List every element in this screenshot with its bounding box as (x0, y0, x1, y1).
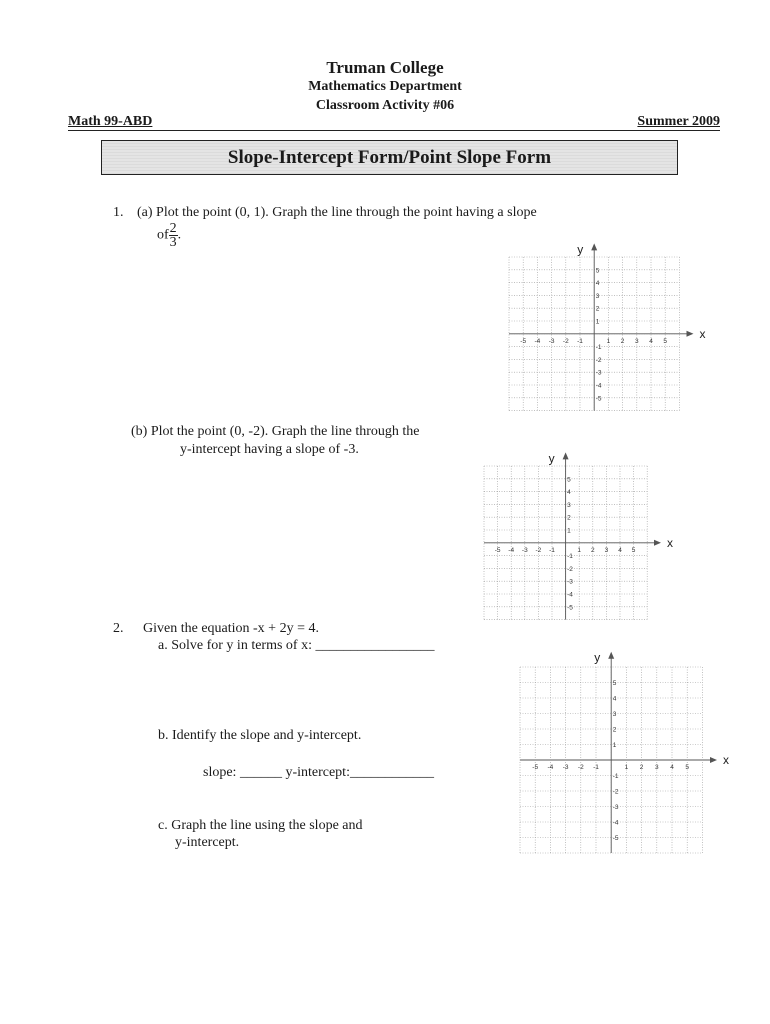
y-tick-label: -3 (595, 369, 602, 377)
y-tick-label: 3 (595, 293, 600, 301)
fraction-denominator: 3 (169, 235, 177, 250)
y-tick-label: -5 (567, 604, 574, 612)
coordinate-grid-1a[interactable] (505, 243, 721, 417)
x-axis-arrow-icon (710, 757, 717, 763)
x-tick-label: 1 (606, 337, 611, 345)
x-tick-label: -3 (522, 546, 529, 554)
header-rule (68, 130, 720, 131)
x-tick-label: 5 (685, 764, 689, 771)
problem-2c-text-line2: y-intercept. (175, 835, 240, 850)
problem-2c-text-line1: c. Graph the line using the slope and (158, 818, 363, 833)
coordinate-grid-2[interactable] (516, 650, 744, 859)
x-tick-label: 3 (634, 337, 639, 345)
problem-1a-text: (a) Plot the point (0, 1). Graph the line through the point having a slope (137, 205, 537, 220)
x-tick-label: 3 (604, 546, 609, 554)
x-axis-label: x (699, 326, 706, 341)
y-axis-arrow-icon (591, 244, 597, 251)
x-tick-label: -3 (548, 337, 555, 345)
x-axis-arrow-icon (654, 540, 661, 546)
x-axis-label: x (667, 535, 674, 550)
slope-fraction (169, 222, 178, 249)
title-box (101, 140, 678, 175)
x-tick-label: -5 (495, 546, 501, 554)
x-tick-label: -2 (577, 764, 584, 771)
page-title: Slope-Intercept Form/Point Slope Form (227, 146, 552, 168)
department-name: Mathematics Department (308, 79, 462, 94)
x-tick-label: -4 (534, 337, 541, 345)
problem-2b-slope-line: slope: ______ y-intercept:____________ (203, 765, 434, 780)
x-tick-label: 3 (654, 764, 659, 771)
y-tick-label: 5 (612, 680, 617, 687)
y-axis-label: y (548, 451, 555, 466)
x-tick-label: 2 (639, 764, 644, 771)
problem-2-given: Given the equation -x + 2y = 4. (143, 621, 319, 636)
y-tick-label: 3 (567, 502, 572, 510)
x-tick-label: 4 (648, 337, 653, 345)
y-tick-label: -5 (612, 835, 619, 842)
problem-1b-text-line2: y-intercept having a slope of -3. (180, 442, 359, 457)
x-tick-label: -4 (547, 764, 554, 771)
problem-1b-text-line1: (b) Plot the point (0, -2). Graph the line through the (131, 424, 420, 439)
problem-1a-slope (157, 222, 181, 249)
x-tick-label: 1 (624, 764, 629, 771)
fraction-numerator: 2 (169, 221, 177, 236)
y-tick-label: -2 (612, 788, 619, 796)
x-axis-arrow-icon (686, 331, 693, 337)
y-tick-label: -1 (567, 553, 574, 561)
y-tick-label: 3 (612, 711, 617, 718)
x-tick-label: -3 (562, 764, 569, 771)
y-tick-label: 1 (595, 318, 600, 326)
y-tick-label: 4 (595, 280, 600, 288)
x-axis-label: x (722, 753, 729, 767)
y-tick-label: -2 (595, 357, 602, 365)
course-code: Math 99-ABD (68, 114, 153, 129)
activity-title: Classroom Activity #06 (315, 98, 455, 113)
y-tick-label: 1 (612, 742, 617, 749)
y-tick-label: 4 (567, 489, 572, 497)
coordinate-grid-1b[interactable] (480, 452, 689, 626)
y-tick-label: 2 (595, 305, 600, 313)
x-tick-label: -5 (520, 337, 526, 345)
y-tick-label: 5 (567, 476, 572, 484)
y-tick-label: 5 (595, 267, 600, 275)
y-axis-arrow-icon (563, 453, 569, 460)
y-tick-label: 4 (612, 695, 617, 703)
y-tick-label: -5 (595, 395, 602, 403)
term-label: Summer 2009 (637, 114, 720, 129)
problem-1-number: 1. (113, 205, 124, 220)
x-tick-label: -2 (535, 546, 542, 554)
problem-1a-of: of (157, 227, 169, 243)
y-tick-label: -1 (595, 344, 602, 352)
y-tick-label: 2 (567, 514, 572, 522)
y-tick-label: -4 (595, 382, 602, 390)
x-tick-label: 1 (577, 546, 582, 554)
x-tick-label: -5 (532, 764, 538, 771)
x-tick-label: -4 (508, 546, 515, 554)
y-axis-arrow-icon (608, 652, 614, 659)
y-tick-label: -4 (612, 819, 619, 827)
y-axis-label: y (576, 242, 583, 257)
y-tick-label: -4 (567, 591, 574, 599)
y-tick-label: 1 (567, 527, 572, 535)
x-tick-label: 4 (618, 546, 623, 554)
x-tick-label: -1 (549, 546, 556, 554)
x-tick-label: 5 (632, 546, 636, 554)
x-tick-label: -1 (576, 337, 583, 345)
y-tick-label: -1 (612, 773, 619, 780)
y-tick-label: 2 (612, 726, 617, 734)
problem-2b-text: b. Identify the slope and y-intercept. (158, 728, 362, 743)
problem-2-number: 2. (113, 621, 124, 636)
y-tick-label: -3 (612, 804, 619, 811)
college-name: Truman College (326, 58, 444, 77)
x-tick-label: -2 (562, 337, 569, 345)
y-axis-label: y (593, 650, 600, 665)
problem-2a-text: a. Solve for y in terms of x: _________________ (158, 638, 435, 653)
x-tick-label: 2 (591, 546, 596, 554)
x-tick-label: -1 (592, 764, 599, 771)
x-tick-label: 5 (663, 337, 667, 345)
fraction-period: . (177, 227, 182, 243)
y-tick-label: -3 (567, 578, 574, 586)
x-tick-label: 4 (669, 764, 674, 771)
x-tick-label: 2 (620, 337, 625, 345)
y-tick-label: -2 (567, 566, 574, 574)
